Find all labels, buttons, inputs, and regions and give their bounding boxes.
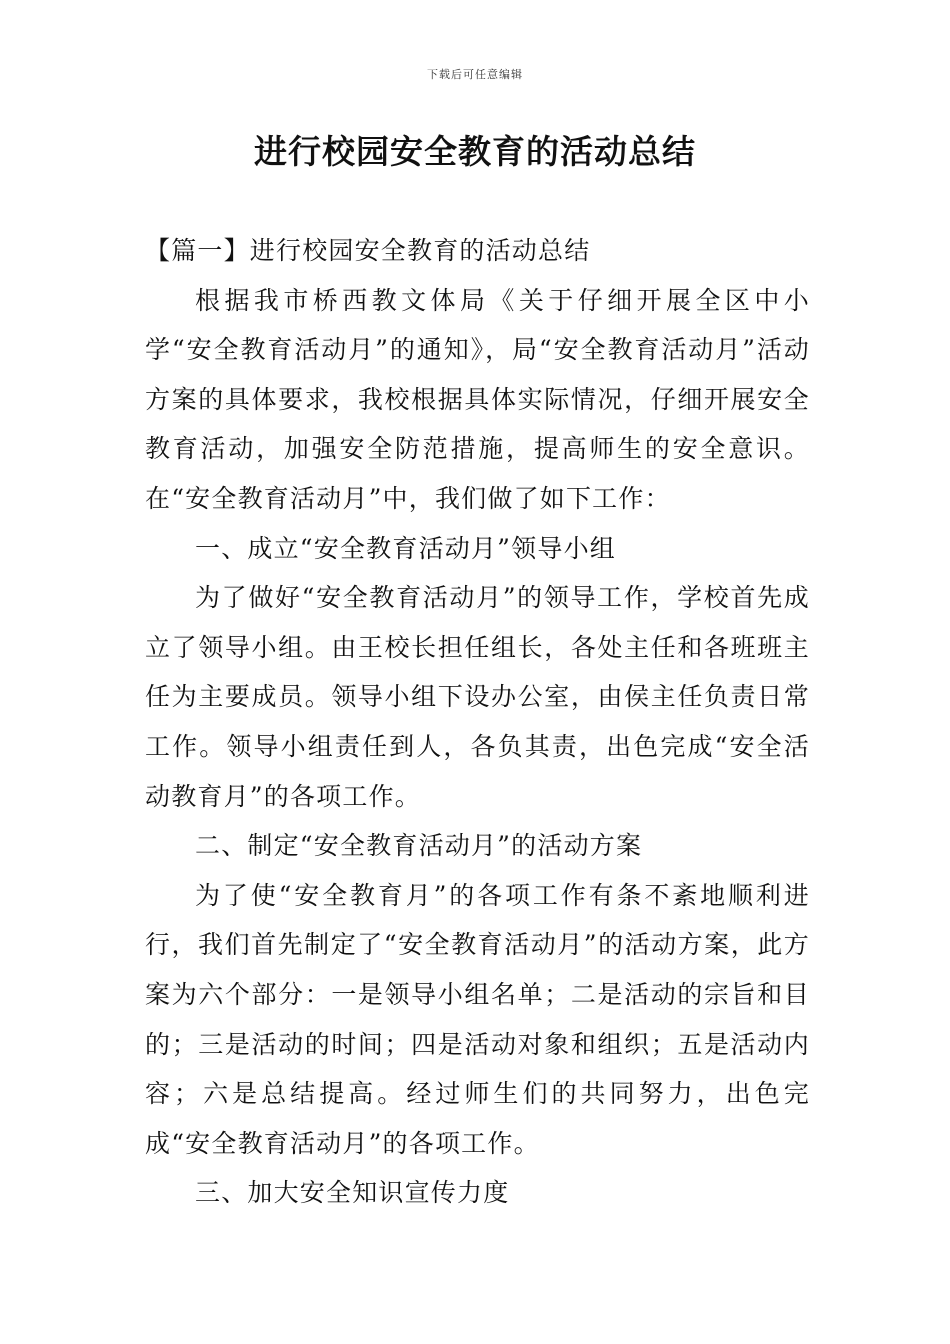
section-label: 【篇一】进行校园安全教育的活动总结: [145, 236, 591, 265]
document-body: [145, 226, 810, 1218]
section-heading-2: 二、制定“安全教育活动月”的活动方案: [195, 831, 643, 861]
header-note: 下载后可任意编辑: [427, 68, 523, 81]
body-paragraph-intro: 根据我市桥西教文体局《关于仔细开展全区中小学“安全教育活动月”的通知》，局“安全教育活动月”活动方案的具体要求，我校根据具体实际情况，仔细开展安全教育活动，加强安全防范措施，提高师生的安全意识。在“安全教育活动月”中，我们做了如下工作：: [145, 285, 810, 513]
section-heading-3: 三、加大安全知识宣传力度: [195, 1178, 510, 1208]
document-title: 进行校园安全教育的活动总结: [254, 132, 696, 171]
body-paragraph-2: 为了使“安全教育月”的各项工作有条不紊地顺利进行，我们首先制定了“安全教育活动月”的活动方案，此方案为六个部分：一是领导小组名单；二是活动的宗旨和目的；三是活动的时间；四是活动对象和组织；五是活动内容；六是总结提高。经过师生们的共同努力，出色完成“安全教育活动月”的各项工作。: [145, 880, 810, 1158]
body-paragraph-1: 为了做好“安全教育活动月”的领导工作，学校首先成立了领导小组。由王校长担任组长，各处主任和各班班主任为主要成员。领导小组下设办公室，由侯主任负责日常工作。领导小组责任到人，各负其责，出色完成“安全活动教育月”的各项工作。: [145, 583, 810, 811]
section-heading-1: 一、成立“安全教育活动月”领导小组: [195, 533, 616, 563]
